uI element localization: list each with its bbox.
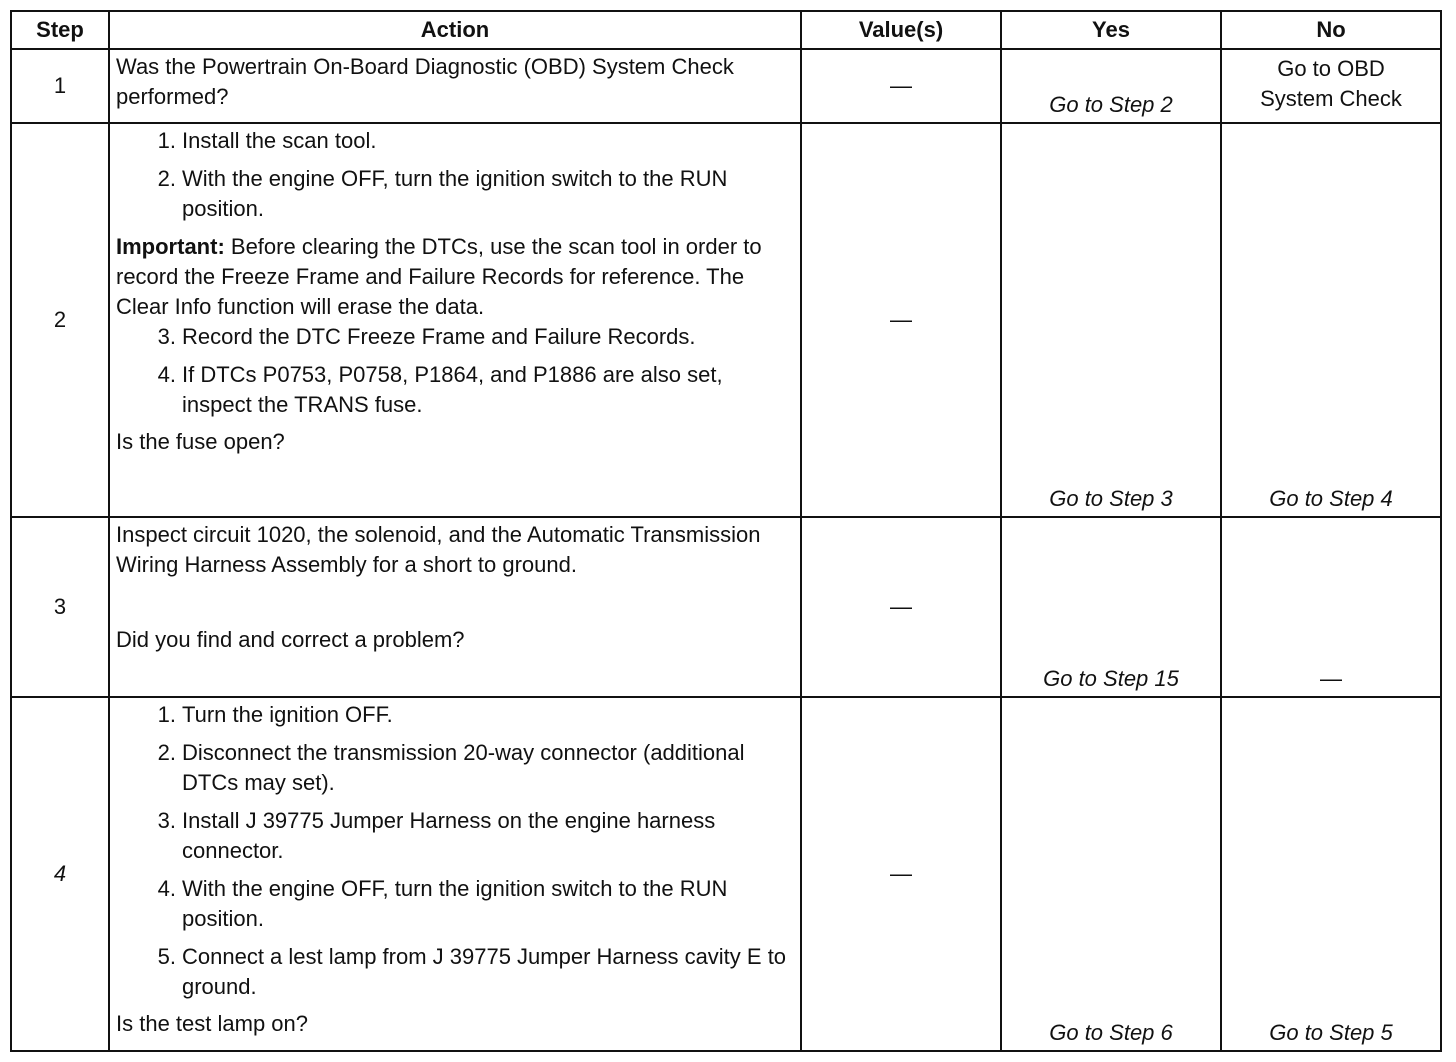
list-item <box>116 164 794 224</box>
list-item <box>116 700 794 730</box>
header-no: No <box>1221 11 1441 49</box>
diagnostic-table-page <box>10 10 1440 1052</box>
list-text: With the engine OFF, turn the ignition switch to the RUN position. <box>182 166 728 221</box>
list-text: Install the scan tool. <box>182 128 377 153</box>
no-cell <box>1221 49 1441 123</box>
step-number: 1 <box>11 49 109 123</box>
action-text: Was the Powertrain On-Board Diagnostic (OBD) System Check performed? <box>116 54 734 109</box>
value-cell: — <box>801 517 1001 697</box>
question-text: Is the fuse open? <box>116 429 285 454</box>
table-row <box>11 697 1441 1051</box>
yes-goto: Go to Step 15 <box>1043 666 1179 691</box>
header-step: Step <box>11 11 109 49</box>
list-number: 2. <box>157 166 176 191</box>
header-yes: Yes <box>1001 11 1221 49</box>
yes-cell <box>1001 123 1221 517</box>
no-goto: Go to Step 4 <box>1269 486 1393 511</box>
action-cell <box>109 49 801 123</box>
list-item <box>116 322 794 352</box>
yes-cell <box>1001 49 1221 123</box>
no-goto: Go to Step 5 <box>1269 1020 1393 1045</box>
diagnostic-table <box>10 10 1442 1052</box>
step-list <box>116 126 794 224</box>
yes-cell <box>1001 697 1221 1051</box>
action-text: Inspect circuit 1020, the solenoid, and the Automatic Transmission Wiring Harness Assembly for a short to ground. <box>116 522 761 577</box>
list-text: Disconnect the transmission 20-way connector (additional DTCs may set). <box>182 740 745 795</box>
yes-goto: Go to Step 6 <box>1049 1020 1173 1045</box>
step-number: 2 <box>11 123 109 517</box>
no-goto: Go to OBD System Check <box>1260 56 1402 111</box>
important-label: Important: <box>116 234 225 259</box>
yes-cell <box>1001 517 1221 697</box>
yes-goto: Go to Step 2 <box>1049 92 1173 117</box>
list-item <box>116 126 794 156</box>
list-item <box>116 806 794 866</box>
question-text: Did you find and correct a problem? <box>116 627 465 652</box>
header-row <box>11 11 1441 49</box>
important-text: Before clearing the DTCs, use the scan tool in order to record the Freeze Frame and Failure Records for reference. The Clear Info function will erase the data. <box>116 234 762 319</box>
list-number: 1. <box>157 128 176 153</box>
value-cell: — <box>801 49 1001 123</box>
list-item <box>116 874 794 934</box>
step-list <box>116 322 794 420</box>
list-number: 2. <box>157 740 176 765</box>
important-note <box>116 232 794 322</box>
table-row <box>11 517 1441 697</box>
list-item <box>116 360 794 420</box>
table-row <box>11 49 1441 123</box>
value-cell: — <box>801 697 1001 1051</box>
question-text: Is the test lamp on? <box>116 1011 308 1036</box>
list-text: Turn the ignition OFF. <box>182 702 393 727</box>
action-cell <box>109 517 801 697</box>
list-number: 1. <box>157 702 176 727</box>
yes-goto: Go to Step 3 <box>1049 486 1173 511</box>
list-text: Record the DTC Freeze Frame and Failure Records. <box>182 324 696 349</box>
step-number: 4 <box>11 697 109 1051</box>
action-cell <box>109 123 801 517</box>
list-text: Connect a lest lamp from J 39775 Jumper Harness cavity E to ground. <box>182 944 787 999</box>
no-cell <box>1221 517 1441 697</box>
step-list <box>116 700 794 1002</box>
list-text: Install J 39775 Jumper Harness on the engine harness connector. <box>182 808 716 863</box>
list-number: 3. <box>157 324 176 349</box>
list-number: 3. <box>157 808 176 833</box>
header-values: Value(s) <box>801 11 1001 49</box>
no-dash: — <box>1320 666 1342 691</box>
list-text: With the engine OFF, turn the ignition switch to the RUN position. <box>182 876 728 931</box>
table-row <box>11 123 1441 517</box>
list-number: 4. <box>157 362 176 387</box>
no-cell <box>1221 697 1441 1051</box>
no-cell <box>1221 123 1441 517</box>
list-item <box>116 942 794 1002</box>
list-text: If DTCs P0753, P0758, P1864, and P1886 are also set, inspect the TRANS fuse. <box>182 362 723 417</box>
step-number: 3 <box>11 517 109 697</box>
header-action: Action <box>109 11 801 49</box>
list-number: 4. <box>157 876 176 901</box>
list-item <box>116 738 794 798</box>
action-cell <box>109 697 801 1051</box>
value-cell: — <box>801 123 1001 517</box>
list-number: 5. <box>157 944 176 969</box>
